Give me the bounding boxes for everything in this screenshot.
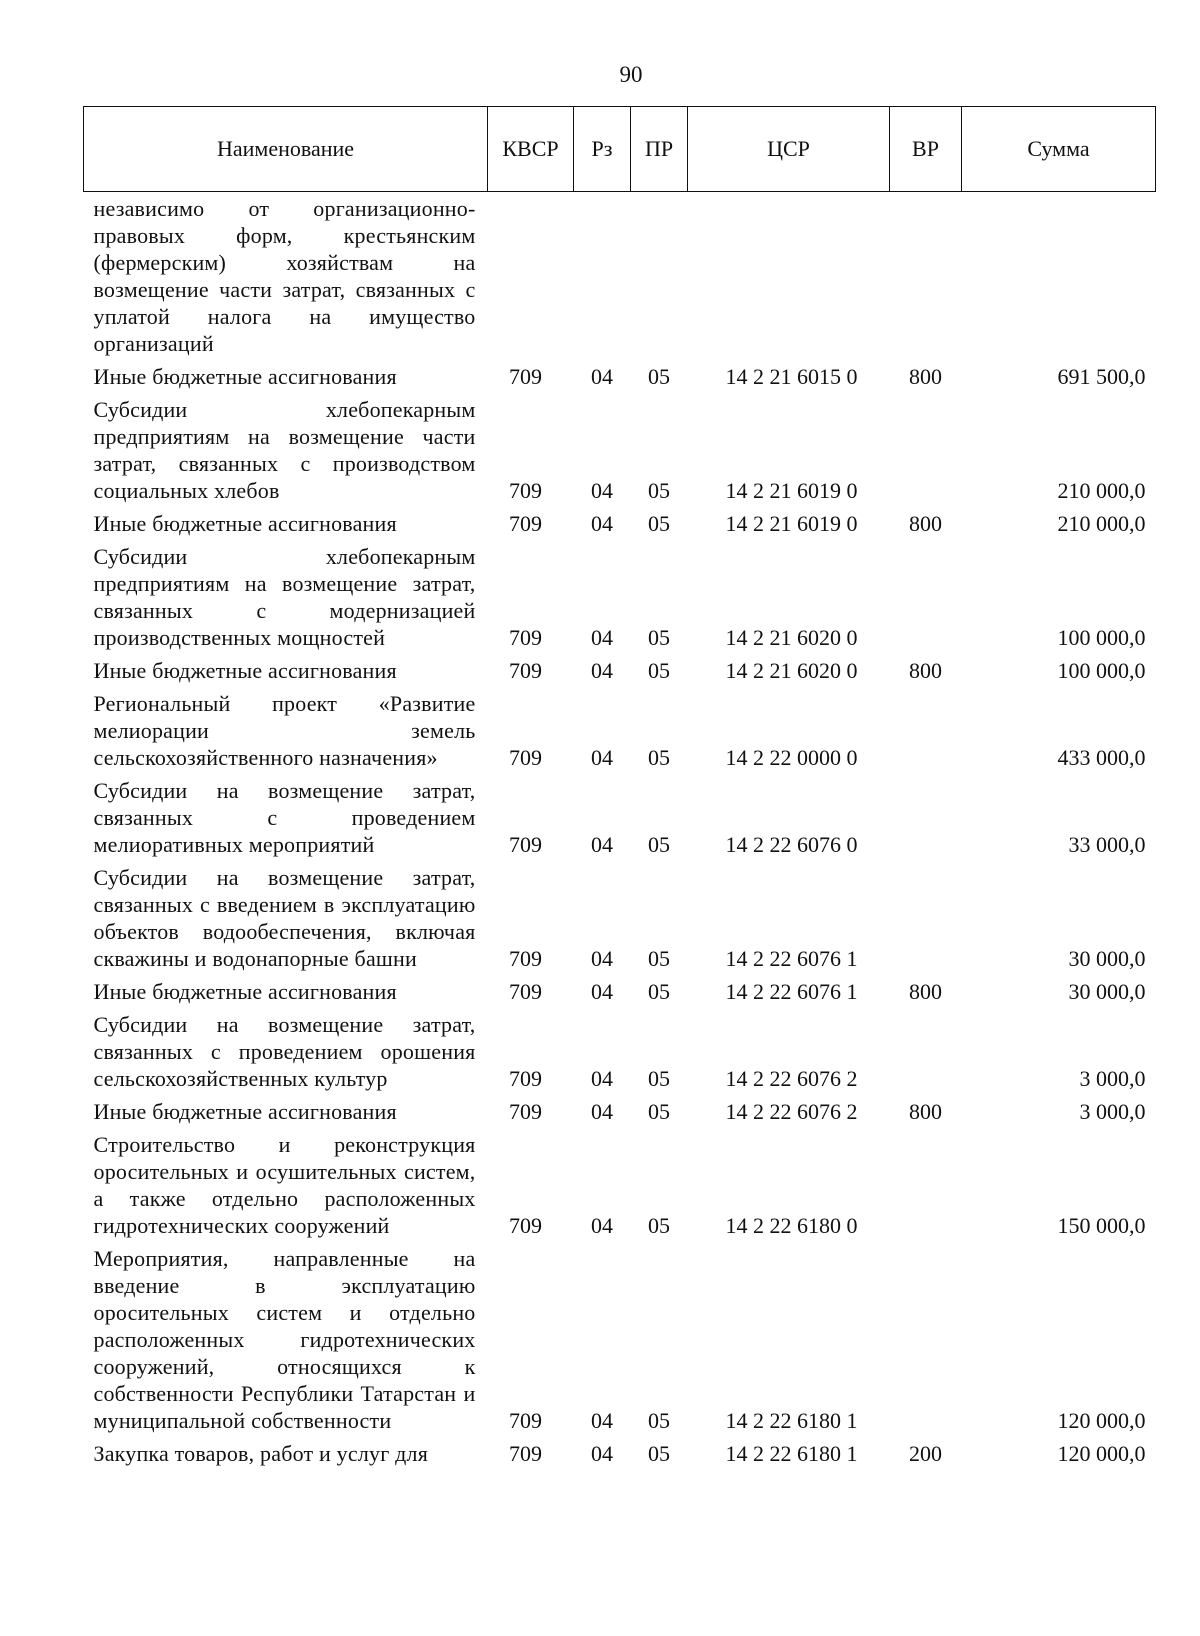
table-row [84, 777, 1156, 864]
cell-sum: 120 000,0 [1057, 1408, 1146, 1433]
cell-rz: 04 [591, 1066, 613, 1091]
cell-csr: 14 2 21 6019 0 [725, 478, 858, 503]
cell-kvsr: 709 [509, 946, 542, 971]
cell-name: Иные бюджетные ассигнования [93, 1099, 397, 1124]
table-row [84, 1440, 1156, 1473]
cell-sum: 120 000,0 [1057, 1441, 1146, 1466]
cell-rz [574, 192, 631, 364]
cell-vr [890, 192, 962, 364]
cell-vr: 800 [909, 658, 942, 683]
table-row [84, 1011, 1156, 1098]
cell-csr: 14 2 22 6076 2 [725, 1099, 858, 1124]
cell-rz: 04 [591, 511, 613, 536]
cell-rz: 04 [591, 979, 613, 1004]
cell-vr [890, 864, 962, 978]
cell-vr [890, 1245, 962, 1440]
cell-pr: 05 [648, 511, 670, 536]
cell-pr: 05 [648, 364, 670, 389]
cell-kvsr: 709 [509, 1099, 542, 1124]
cell-csr: 14 2 21 6020 0 [725, 625, 858, 650]
cell-name: Субсидии на возмещение затрат, связанных с введением в эксплуатацию объектов водообеспечения, включая скважины и водонапорные башни [93, 865, 476, 971]
cell-name: Иные бюджетные ассигнования [93, 979, 397, 1004]
cell-pr: 05 [648, 946, 670, 971]
cell-pr: 05 [648, 1099, 670, 1124]
cell-pr: 05 [648, 979, 670, 1004]
cell-pr: 05 [648, 625, 670, 650]
table-row [84, 864, 1156, 978]
cell-rz: 04 [591, 946, 613, 971]
cell-sum: 210 000,0 [1057, 511, 1146, 536]
header-kvsr: КВСР [488, 107, 574, 192]
cell-kvsr: 709 [509, 745, 542, 770]
cell-name: Строительство и реконструкция оросительных и осушительных систем, а также отдельно расположенных гидротехнических сооружений [93, 1132, 476, 1238]
cell-rz: 04 [591, 1099, 613, 1124]
cell-name: Мероприятия, направленные на введение в эксплуатацию оросительных систем и отдельно расположенных гидротехнических сооружений, относящихся к собственности Республики Татарстан и муниципальной собственности [93, 1246, 476, 1433]
table-row [84, 657, 1156, 690]
cell-sum: 30 000,0 [1068, 979, 1146, 1004]
cell-rz: 04 [591, 832, 613, 857]
cell-sum: 100 000,0 [1057, 625, 1146, 650]
cell-name: независимо от организационно-правовых форм, крестьянским (фермерским) хозяйствам на возмещение части затрат, связанных с уплатой налога на имущество организаций [93, 196, 476, 356]
cell-sum: 210 000,0 [1057, 478, 1146, 503]
cell-kvsr: 709 [509, 625, 542, 650]
cell-pr: 05 [648, 1408, 670, 1433]
cell-csr: 14 2 22 0000 0 [725, 745, 858, 770]
cell-rz: 04 [591, 478, 613, 503]
cell-sum: 3 000,0 [1079, 1066, 1146, 1091]
cell-pr: 05 [648, 1441, 670, 1466]
header-rz: Рз [574, 107, 631, 192]
table-row [84, 363, 1156, 396]
budget-table [83, 106, 1156, 1473]
table-row [84, 978, 1156, 1011]
cell-csr: 14 2 22 6076 2 [725, 1066, 858, 1091]
table-header [84, 107, 1156, 192]
cell-vr: 800 [909, 511, 942, 536]
cell-vr [890, 1011, 962, 1098]
cell-pr: 05 [648, 1066, 670, 1091]
cell-sum: 100 000,0 [1057, 658, 1146, 683]
cell-name: Субсидии на возмещение затрат, связанных с проведением мелиоративных мероприятий [93, 778, 476, 857]
cell-sum: 150 000,0 [1057, 1213, 1146, 1238]
cell-kvsr: 709 [509, 478, 542, 503]
cell-kvsr: 709 [509, 1213, 542, 1238]
table-row [84, 1245, 1156, 1440]
cell-name: Субсидии хлебопекарным предприятиям на возмещение части затрат, связанных с производством социальных хлебов [93, 397, 476, 503]
table-row [84, 192, 1156, 364]
cell-kvsr: 709 [509, 832, 542, 857]
cell-kvsr: 709 [509, 979, 542, 1004]
cell-csr: 14 2 22 6180 1 [725, 1408, 858, 1433]
cell-vr [890, 777, 962, 864]
cell-kvsr: 709 [509, 1441, 542, 1466]
header-pr: ПР [631, 107, 688, 192]
cell-sum [962, 192, 1156, 364]
cell-name: Субсидии на возмещение затрат, связанных с проведением орошения сельскохозяйственных культур [93, 1012, 476, 1091]
cell-name: Закупка товаров, работ и услуг для [93, 1441, 429, 1466]
cell-name: Иные бюджетные ассигнования [93, 364, 397, 389]
cell-kvsr: 709 [509, 1408, 542, 1433]
cell-vr: 800 [909, 364, 942, 389]
cell-rz: 04 [591, 658, 613, 683]
cell-csr: 14 2 22 6076 0 [725, 832, 858, 857]
cell-sum: 433 000,0 [1057, 745, 1146, 770]
cell-csr [688, 192, 890, 364]
cell-pr: 05 [648, 832, 670, 857]
table-row [84, 543, 1156, 657]
cell-csr: 14 2 22 6076 1 [725, 946, 858, 971]
cell-vr [890, 543, 962, 657]
cell-pr: 05 [648, 478, 670, 503]
cell-rz: 04 [591, 625, 613, 650]
cell-name: Иные бюджетные ассигнования [93, 511, 397, 536]
table-row [84, 690, 1156, 777]
table-body [84, 192, 1156, 1474]
cell-vr [890, 1131, 962, 1245]
cell-pr: 05 [648, 658, 670, 683]
cell-vr: 800 [909, 979, 942, 1004]
cell-csr: 14 2 21 6019 0 [725, 511, 858, 536]
header-csr: ЦСР [688, 107, 890, 192]
header-name: Наименование [84, 107, 488, 192]
cell-kvsr [488, 192, 574, 364]
cell-sum: 30 000,0 [1068, 946, 1146, 971]
cell-rz: 04 [591, 1441, 613, 1466]
cell-sum: 33 000,0 [1068, 832, 1146, 857]
cell-pr: 05 [648, 1213, 670, 1238]
cell-csr: 14 2 21 6020 0 [725, 658, 858, 683]
cell-kvsr: 709 [509, 364, 542, 389]
table-row [84, 1131, 1156, 1245]
cell-kvsr: 709 [509, 658, 542, 683]
cell-vr [890, 396, 962, 510]
cell-vr: 800 [909, 1099, 942, 1124]
cell-kvsr: 709 [509, 511, 542, 536]
page-number: 90 [619, 62, 643, 87]
header-sum: Сумма [962, 107, 1156, 192]
cell-vr: 200 [909, 1441, 942, 1466]
cell-pr: 05 [648, 745, 670, 770]
cell-sum: 3 000,0 [1079, 1099, 1146, 1124]
cell-kvsr: 709 [509, 1066, 542, 1091]
table-row [84, 510, 1156, 543]
cell-name: Субсидии хлебопекарным предприятиям на возмещение затрат, связанных с модернизацией производственных мощностей [93, 544, 476, 650]
header-vr: ВР [890, 107, 962, 192]
cell-csr: 14 2 22 6076 1 [725, 979, 858, 1004]
table-row [84, 396, 1156, 510]
cell-rz: 04 [591, 1408, 613, 1433]
cell-rz: 04 [591, 1213, 613, 1238]
cell-rz: 04 [591, 364, 613, 389]
cell-csr: 14 2 22 6180 0 [725, 1213, 858, 1238]
cell-rz: 04 [591, 745, 613, 770]
cell-csr: 14 2 22 6180 1 [725, 1441, 858, 1466]
table-row [84, 1098, 1156, 1131]
cell-name: Региональный проект «Развитие мелиорации земель сельскохозяйственного назначения» [93, 691, 476, 770]
cell-vr [890, 690, 962, 777]
cell-sum: 691 500,0 [1057, 364, 1146, 389]
cell-pr [631, 192, 688, 364]
cell-name: Иные бюджетные ассигнования [93, 658, 397, 683]
cell-csr: 14 2 21 6015 0 [725, 364, 858, 389]
